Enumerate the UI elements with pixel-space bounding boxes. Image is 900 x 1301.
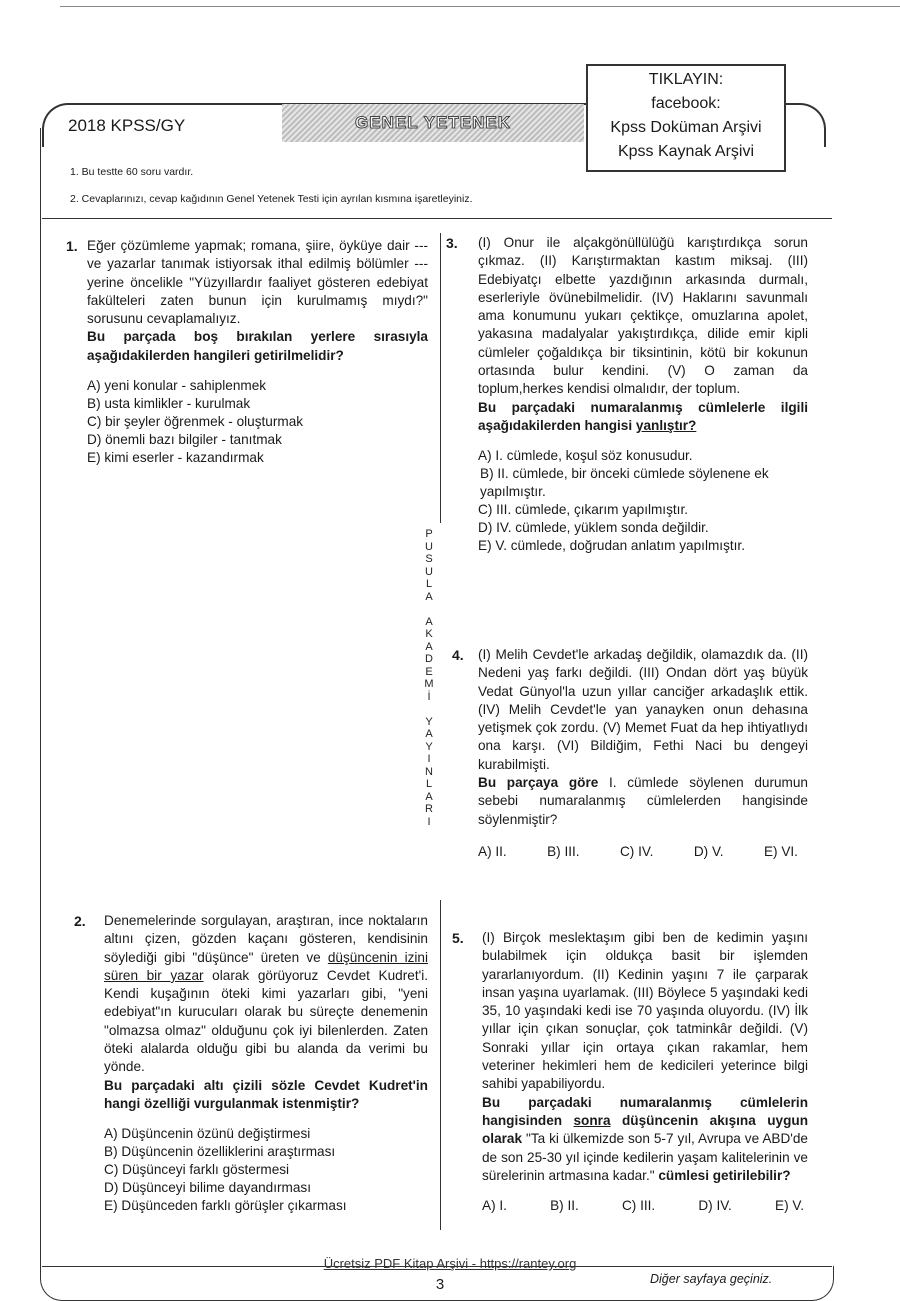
option-b[interactable]: B) Düşüncenin özelliklerini araştırması xyxy=(104,1144,336,1160)
option-e[interactable]: E) kimi eserler - kazandırmak xyxy=(87,450,264,466)
question-number: 2. xyxy=(74,913,86,929)
publisher-label-letter: A xyxy=(425,640,433,653)
option-a[interactable]: A) yeni konular - sahiplenmek xyxy=(87,378,267,394)
option-d[interactable]: D) önemli bazı bilgiler - tanıtmak xyxy=(87,432,282,448)
publisher-label-letter: M xyxy=(424,678,434,690)
publisher-label-letter: Y xyxy=(425,715,433,728)
option-c[interactable]: C) IV. xyxy=(619,843,654,859)
publisher-label-letter: A xyxy=(425,615,433,628)
stem-text: cümlesi getirilebilir? xyxy=(654,1167,791,1183)
publisher-label-letter xyxy=(422,603,436,616)
question-stem: Bu parçada boş bırakılan yerlere sırasıyla aşağıdakilerden hangileri getirilmelidir? xyxy=(87,329,428,363)
option-a[interactable]: A) I. xyxy=(482,1198,507,1214)
question-passage xyxy=(104,912,428,1077)
exam-code: 2018 KPSS/GY xyxy=(68,116,186,135)
option-c[interactable]: C) bir şeyler öğrenmek - oluşturmak xyxy=(87,414,304,430)
question-5 xyxy=(446,929,808,1215)
instruction-2: 2. Cevaplarınızı, cevap kağıdının Genel Yetenek Testi için ayrılan kısmına işaretleyiniz. xyxy=(70,193,473,205)
option-c[interactable]: C) III. xyxy=(621,1198,656,1214)
promo-line: TIKLAYIN: xyxy=(648,71,724,88)
publisher-label-letter: A xyxy=(425,790,433,803)
quoted-sentence: "Ta ki ülkemizde son 5-7 yıl, Avrupa ve ABD'de de son 25-30 yıl içinde kedilerin yaşam kalitelerinin ve sürelerinin artmasına kadar." xyxy=(482,1131,808,1183)
header-divider xyxy=(42,218,832,219)
stem-text: Bu parçadaki numaralanmış cümlelerin hangisinden xyxy=(482,1094,808,1128)
question-passage: (I) Melih Cevdet'le arkadaş değildik, olamazdık da. (II) Nedeni yaş farkı değildi. (III) Ondan dört yaş büyük Vedat Günyol'la uzun yıllar canciğer arkadaşlık ettik. (IV) Melih Cevdet'le yan yanayken onun dehasına yetişmek çok zordu. (V) Memet Fuat da hep ihtiyatlıydı ona karşı. (VI) Bildiğim, Fethi Naci bu dengeyi kurabilmişti. xyxy=(478,647,808,772)
question-passage: (I) Onur ile alçakgönüllülüğü karıştırdıkça sorun çıkmaz. (II) Karıştırmaktan kastım miksaj. (III) Edebiyatçı elbette yazdığının arkasında durmalı, eserleriyle övünebilmelidir. (IV) Haklarını savunmalı ama konumunu yukarı çektikçe, omuzlarına apolet, yakasına madalyalar yakıştırdıkça, dilide emir kipli cümleler çoğaldıkça bir tiksintinin, kötü bir kokunun ortasında bulur kendini. (V) O zaman da toplum,herkes kendisi olmalıdır, der toplum. xyxy=(478,235,808,397)
option-e[interactable]: E) V. xyxy=(775,1198,804,1214)
question-1 xyxy=(62,237,428,467)
stem-underlined: yanlıştır? xyxy=(635,417,697,433)
section-title: GENEL YETENEK xyxy=(355,113,511,132)
option-d[interactable]: D) IV. xyxy=(698,1198,732,1214)
stem-text: I. cümlede söylenen durumun sebebi numaralanmış cümlelerden hangisinde söylenmiştir? xyxy=(478,775,808,827)
option-e[interactable]: E) VI. xyxy=(763,843,798,859)
question-3 xyxy=(446,234,808,555)
publisher-label-letter: I xyxy=(427,753,431,765)
footer-link[interactable]: Ücretsiz PDF Kitap Arşivi - https://rantey.org xyxy=(323,1256,577,1271)
stem-text: Bu parçadaki numaralanmış cümlelerle ilgili aşağıdakilerden hangisi xyxy=(478,399,808,433)
stem-underlined: sonra xyxy=(573,1112,611,1128)
question-passage: Eğer çözümleme yapmak; romana, şiire, öyküye dair --- ve yazarlar tanımak istiyorsak ithal edilmiş bölümler --- yerine öncelikle "Yüzyıllardır faaliyet gösteren edebiyat fakülteleri zaten bunun için kurulmamış mıydı?" sorusunu cevaplamalıyız. xyxy=(87,238,428,327)
publisher-label-letter: R xyxy=(425,803,433,815)
stem-text: Bu parçaya göre xyxy=(478,775,609,791)
publisher-label-letter: D xyxy=(425,653,433,665)
option-d[interactable]: D) IV. cümlede, yüklem sonda değildir. xyxy=(478,520,709,536)
option-b[interactable]: B) II. cümlede, bir önceki cümlede söylenene ek yapılmıştır. xyxy=(480,466,769,500)
publisher-label-letter: U xyxy=(425,540,433,553)
option-b[interactable]: B) usta kimlikler - kurulmak xyxy=(87,396,251,412)
option-list xyxy=(478,447,808,555)
top-border xyxy=(60,6,900,7)
option-row xyxy=(478,843,798,861)
question-number: 1. xyxy=(66,238,78,254)
publisher-vertical-label xyxy=(422,528,436,828)
question-stem xyxy=(478,399,808,436)
section-title-band xyxy=(282,104,584,142)
option-d[interactable]: D) V. xyxy=(693,843,724,859)
option-list xyxy=(87,377,428,467)
publisher-label-letter: Y xyxy=(425,740,433,753)
underlined-phrase: düşüncenin izini süren bir yazar xyxy=(104,949,429,983)
option-a[interactable]: A) Düşüncenin özünü değiştirmesi xyxy=(104,1126,311,1142)
option-b[interactable]: B) III. xyxy=(547,843,580,859)
question-number: 4. xyxy=(452,647,464,663)
column-divider xyxy=(440,233,441,523)
promo-line: Kpss Kaynak Arşivi xyxy=(617,143,755,160)
publisher-label-letter: L xyxy=(425,778,433,790)
promo-line: facebook: xyxy=(651,95,721,112)
stem-text: düşüncenin akışına uygun olarak xyxy=(482,1112,808,1147)
publisher-label-letter: S xyxy=(425,553,433,565)
question-4 xyxy=(446,646,808,861)
publisher-label-letter: K xyxy=(425,628,433,640)
option-e[interactable]: E) V. cümlede, doğrudan anlatım yapılmıştır. xyxy=(478,538,745,554)
publisher-label-letter: İ xyxy=(427,690,431,703)
option-a[interactable]: A) II. xyxy=(478,843,507,859)
publisher-label-letter: U xyxy=(425,565,433,578)
question-2 xyxy=(62,912,428,1215)
publisher-label-letter: N xyxy=(425,765,433,778)
option-b[interactable]: B) II. xyxy=(550,1198,579,1214)
option-d[interactable]: D) Düşünceyi bilime dayandırması xyxy=(104,1180,312,1196)
promo-line: Kpss Doküman Arşivi xyxy=(610,119,762,136)
publisher-label-letter: A xyxy=(425,590,433,603)
question-passage: (I) Birçok meslektaşım gibi ben de kedimin yaşını bulabilmek için oldukça basit bir işlemden yararlanıyordum. (II) Kedinin yaşını 7 ile çarparak insan yaşına uyarlamak. (III) Böylece 5 yaşındaki kedi 35, 10 yaşındaki kedi ise 70 yaşında oluyordu. (IV) İlk yıllar için çıkan sonuçlar, çok tatminkâr değildi. (V) Sonraki yıllar için ortaya çıkan rakamlar, hem veteriner hekimleri hem de kedicileri yeterince bilgi sahibi yapabiliyordu. xyxy=(482,930,808,1092)
question-number: 3. xyxy=(446,235,458,251)
publisher-label-letter: A xyxy=(425,728,433,740)
publisher-label-letter: L xyxy=(425,578,433,590)
passage-text: Denemelerinde sorgulayan, araştıran, ince noktaların altını çizen, gözden kaçanı gösteren, kendisinin söylediği gibi "düşünce" üreten ve xyxy=(104,913,428,965)
question-stem xyxy=(482,1094,808,1185)
question-stem: Bu parçadaki altı çizili sözle Cevdet Kudret'in hangi özelliği vurgulanmak istenmiştir? xyxy=(104,1077,428,1111)
publisher-label-letter: I xyxy=(427,815,431,828)
passage-text: olarak görüyoruz Cevdet Kudret'i. Kendi kuşağının öteki kimi yazarları gibi, "yeni edebiyat"ın kurucuları olarak bu süreçte denemenin "olmazsa olmaz" olduğunu çok iyi bilenlerden. Zaten öteki alalarda olduğu gibi bu alanda da verimi bu yönde. xyxy=(104,967,428,1075)
option-e[interactable]: E) Düşünceden farklı görüşler çıkarması xyxy=(104,1198,347,1214)
promo-box[interactable] xyxy=(586,64,786,172)
page-number: 3 xyxy=(435,1276,445,1293)
option-list xyxy=(104,1125,428,1215)
next-page-note: Diğer sayfaya geçiniz. xyxy=(650,1272,773,1286)
question-stem xyxy=(478,774,808,829)
instruction-1: 1. Bu testte 60 soru vardır. xyxy=(70,166,194,178)
option-row xyxy=(482,1197,804,1215)
option-a[interactable]: A) I. cümlede, koşul söz konusudur. xyxy=(478,448,693,464)
footer-frame xyxy=(40,1266,834,1301)
option-c[interactable]: C) Düşünceyi farklı göstermesi xyxy=(104,1162,290,1178)
publisher-label-letter xyxy=(422,703,436,716)
column-divider xyxy=(440,900,441,1230)
question-number: 5. xyxy=(452,930,464,946)
left-border xyxy=(40,128,41,1278)
publisher-label-letter: P xyxy=(425,528,433,540)
publisher-label-letter: E xyxy=(425,665,433,678)
option-c[interactable]: C) III. cümlede, çıkarım yapılmıştır. xyxy=(478,502,688,518)
